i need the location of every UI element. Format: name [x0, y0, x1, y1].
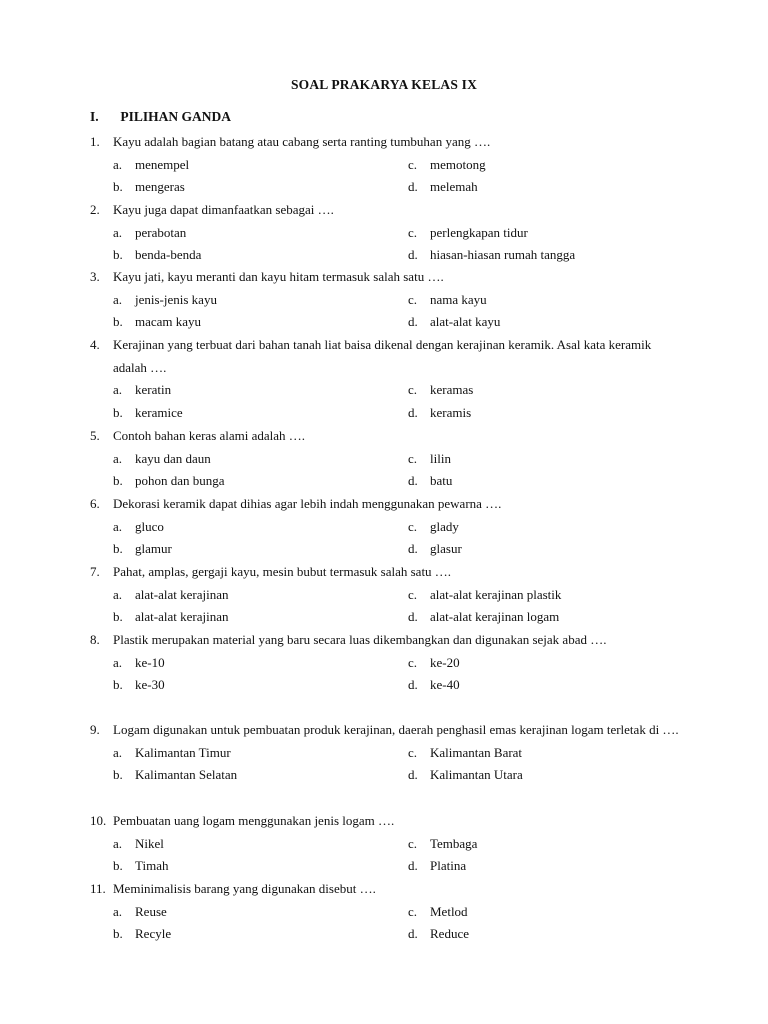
option-d: d. alat-alat kayu — [408, 314, 501, 329]
option-d: d. keramis — [408, 404, 472, 420]
option-d: d. ke-40 — [408, 677, 460, 692]
option-c: c. lilin — [408, 450, 451, 466]
option-c: c. perlengkapan tidur — [408, 224, 528, 240]
answer-options — [113, 833, 680, 879]
option-b: b. pohon dan bunga — [113, 473, 225, 488]
answer-options — [113, 154, 680, 200]
question-number: 5. — [90, 428, 100, 443]
answer-options — [113, 448, 680, 494]
section-number: I. — [90, 109, 99, 124]
option-a: a. Kalimantan Timur — [113, 744, 231, 760]
option-d: d. Reduce — [408, 926, 469, 941]
question-number: 10. — [90, 813, 107, 828]
option-c: c. Kalimantan Barat — [408, 744, 523, 760]
option-d: d. melemah — [408, 179, 478, 194]
question-10 — [90, 810, 680, 878]
section-label: PILIHAN GANDA — [120, 109, 232, 124]
option-d: d. glasur — [408, 541, 462, 556]
question-text: Kayu jati, kayu meranti dan kayu hitam termasuk salah satu …. — [113, 269, 444, 284]
option-b: b. mengeras — [113, 179, 185, 194]
option-b: b. glamur — [113, 541, 172, 556]
question-11 — [90, 878, 680, 946]
question-text: Pembuatan uang logam menggunakan jenis logam …. — [113, 813, 395, 828]
answer-options — [113, 222, 680, 268]
section-heading — [90, 109, 231, 125]
option-b: b. Recyle — [113, 926, 172, 941]
question-number: 1. — [90, 134, 100, 149]
option-c: c. nama kayu — [408, 291, 487, 307]
question-number: 6. — [90, 496, 100, 511]
question-text: Kayu juga dapat dimanfaatkan sebagai …. — [113, 202, 334, 217]
question-1 — [90, 131, 680, 199]
option-c: c. memotong — [408, 156, 486, 172]
question-text: Kayu adalah bagian batang atau cabang serta ranting tumbuhan yang …. — [113, 134, 491, 149]
answer-options — [113, 516, 680, 562]
option-c: c. Tembaga — [408, 835, 478, 851]
option-c: c. Metlod — [408, 903, 468, 919]
option-a: a. Nikel — [113, 835, 164, 851]
question-3 — [90, 266, 680, 334]
question-6 — [90, 493, 680, 561]
option-a: a. jenis-jenis kayu — [113, 291, 217, 307]
option-d: d. Kalimantan Utara — [408, 767, 523, 782]
answer-options — [113, 289, 680, 335]
option-b: b. macam kayu — [113, 314, 202, 329]
question-number: 7. — [90, 564, 100, 579]
question-7 — [90, 561, 680, 629]
option-c: c. keramas — [408, 382, 474, 397]
answer-options — [113, 652, 680, 698]
option-a: a. Reuse — [113, 903, 167, 919]
answer-options — [113, 742, 680, 788]
option-a: a. ke-10 — [113, 654, 165, 670]
answer-options — [113, 901, 680, 947]
answer-options — [113, 584, 680, 630]
option-b: b. ke-30 — [113, 677, 165, 692]
option-b: b. keramice — [113, 404, 183, 420]
option-d: d. batu — [408, 473, 453, 488]
option-c: c. glady — [408, 518, 459, 534]
question-4 — [90, 334, 680, 425]
option-a: a. kayu dan daun — [113, 450, 211, 466]
option-c: c. alat-alat kerajinan plastik — [408, 586, 562, 602]
question-text: Plastik merupakan material yang baru secara luas dikembangkan dan digunakan sejak abad …. — [113, 632, 607, 647]
question-9 — [90, 719, 680, 787]
option-d: d. alat-alat kerajinan logam — [408, 609, 560, 624]
question-text: Kerajinan yang terbuat dari bahan tanah liat baisa dikenal dengan kerajinan keramik. Asal kata keramik adalah …. — [113, 337, 652, 375]
question-text: Dekorasi keramik dapat dihias agar lebih indah menggunakan pewarna …. — [113, 496, 502, 511]
question-number: 8. — [90, 632, 100, 647]
option-b: b. Timah — [113, 858, 169, 873]
option-d: d. hiasan-hiasan rumah tangga — [408, 247, 576, 262]
option-a: a. gluco — [113, 518, 164, 534]
option-a: a. alat-alat kerajinan — [113, 586, 229, 602]
option-b: b. Kalimantan Selatan — [113, 767, 238, 782]
question-5 — [90, 425, 680, 493]
question-number: 2. — [90, 202, 100, 217]
option-b: b. alat-alat kerajinan — [113, 609, 229, 624]
question-number: 3. — [90, 269, 100, 284]
question-text: Logam digunakan untuk pembuatan produk kerajinan, daerah penghasil emas kerajinan logam terletak di …. — [113, 722, 679, 737]
question-2 — [90, 199, 680, 267]
question-number: 4. — [90, 337, 100, 352]
option-a: a. perabotan — [113, 224, 187, 240]
question-text: Meminimalisis barang yang digunakan disebut …. — [113, 881, 376, 896]
option-a: a. keratin — [113, 382, 172, 397]
question-number: 11. — [90, 881, 106, 896]
option-a: a. menempel — [113, 156, 190, 172]
question-text: Contoh bahan keras alami adalah …. — [113, 428, 306, 443]
option-d: d. Platina — [408, 858, 467, 873]
question-number: 9. — [90, 722, 100, 737]
question-text: Pahat, amplas, gergaji kayu, mesin bubut termasuk salah satu …. — [113, 564, 452, 579]
answer-options — [113, 379, 680, 425]
option-c: c. ke-20 — [408, 654, 460, 670]
option-b: b. benda-benda — [113, 247, 202, 262]
page-title: SOAL PRAKARYA KELAS IX — [290, 77, 478, 92]
question-8 — [90, 629, 680, 697]
